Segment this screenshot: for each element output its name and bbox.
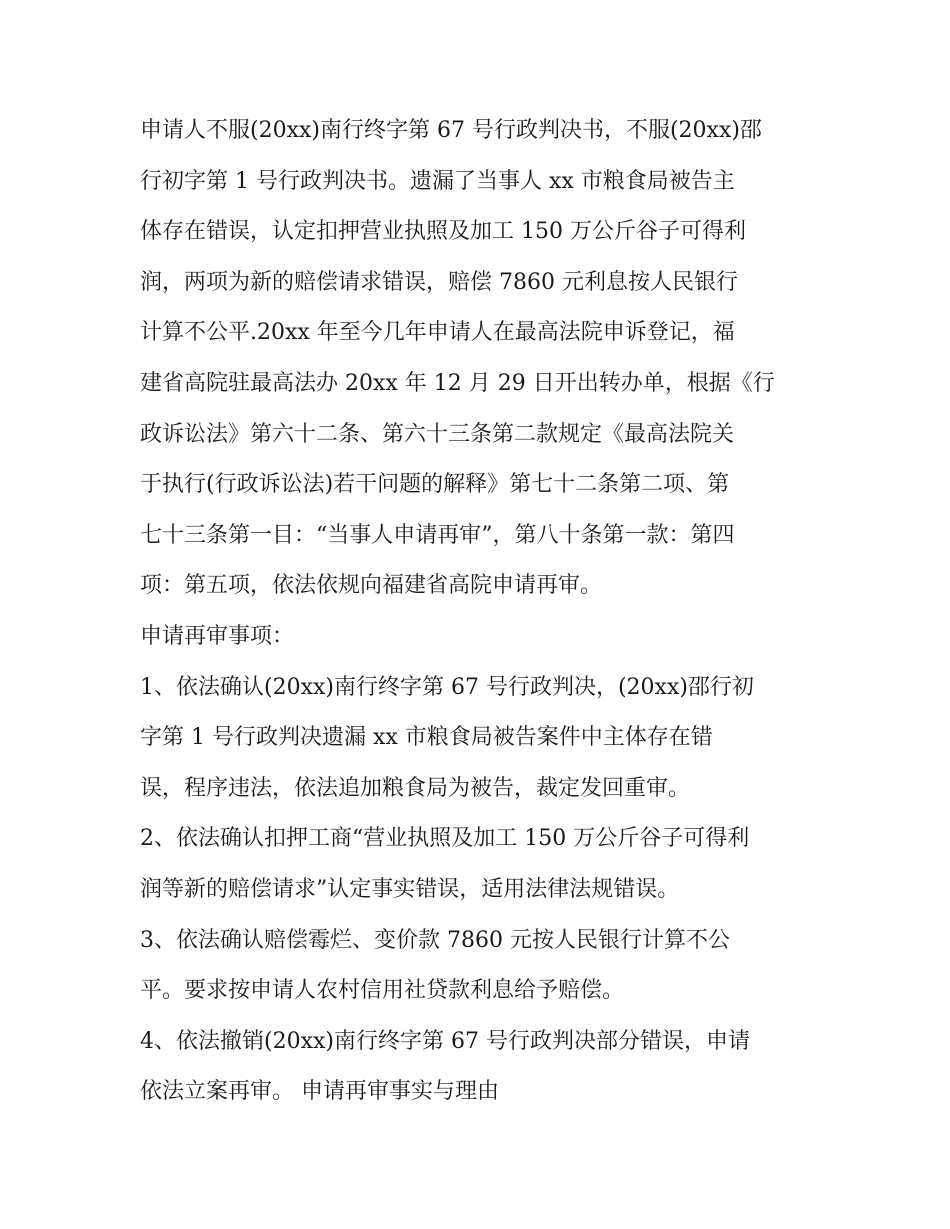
text-line: 申请人不服(20xx)南行终字第 67 号行政判决书，不服(20xx)邵 (140, 118, 762, 143)
list-item-line: 1、依法确认(20xx)南行终字第 67 号行政判决，(20xx)邵行初 (140, 674, 754, 700)
list-item-line: 依法立案再审。 申请再审事实与理由 (140, 1079, 499, 1105)
text-line: 建省高院驻最高法办 20xx 年 12 月 29 日开出转办单，根据《行 (140, 370, 775, 396)
text-line: 七十三条第一目：“当事人申请再审”，第八十条第一款：第四 (140, 522, 735, 548)
text-line: 政诉讼法》第六十二条、第六十三条第二款规定《最高法院关 (140, 421, 735, 447)
list-item-line: 字第 1 号行政判决遗漏 xx 市粮食局被告案件中主体存在错 (140, 725, 713, 751)
text-line: 润，两项为新的赔偿请求错误，赔偿 7860 元利息按人民银行 (140, 269, 738, 295)
text-line: 于执行(行政诉讼法)若干问题的解释》第七十二条第二项、第 (140, 472, 730, 498)
text-line: 项：第五项，依法依规向福建省高院申请再审。 (140, 573, 603, 599)
text-line: 行初字第 1 号行政判决书。遗漏了当事人 xx 市粮食局被告主 (140, 168, 735, 194)
list-item-line: 误，程序违法，依法追加粮食局为被告，裁定发回重审。 (140, 775, 691, 801)
list-item-line: 3、依法确认赔偿霉烂、变价款 7860 元按人民银行计算不公 (140, 927, 730, 953)
document-body (140, 106, 820, 1118)
section-heading: 申请再审事项： (140, 623, 295, 649)
list-item-line: 2、依法确认扣押工商“营业执照及加工 150 万公斤谷子可得利 (140, 826, 750, 852)
list-item-line: 润等新的赔偿请求”认定事实错误，适用法律法规错误。 (140, 876, 680, 902)
text-line: 体存在错误，认定扣押营业执照及加工 150 万公斤谷子可得利 (140, 219, 746, 245)
list-item-line: 平。要求按申请人农村信用社贷款利息给予赔偿。 (140, 978, 625, 1004)
text-line: 计算不公平.20xx 年至今几年申请人在最高法院申诉登记，福 (140, 320, 735, 346)
list-item-line: 4、依法撤销(20xx)南行终字第 67 号行政判决部分错误，申请 (140, 1028, 750, 1054)
